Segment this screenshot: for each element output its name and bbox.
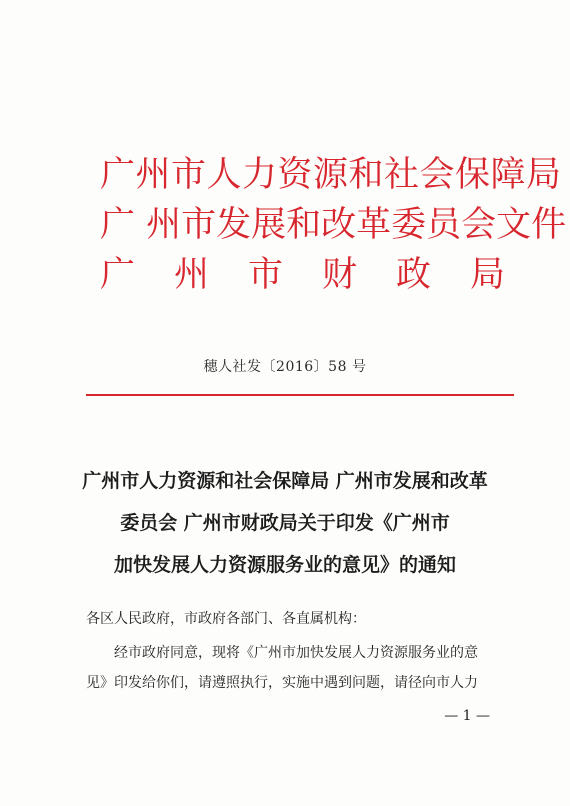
title-line: 加快发展人力资源服务业的意见》的通知 (113, 554, 456, 576)
document-title (40, 460, 530, 586)
issuer-finance-bureau: 广州市财政局 (100, 255, 545, 295)
title-line: 广州市人力资源和社会保障局 广州市发展和改革 (82, 470, 488, 492)
document-number: 穗人社发〔2016〕58 号 (203, 359, 367, 375)
red-separator-line (86, 394, 514, 396)
body-paragraph (86, 638, 506, 698)
recipients-line: 各区人民政府，市政府各部门、各直属机构： (86, 611, 366, 627)
body-line: 经市政府同意，现将《广州市加快发展人力资源服务业的意 (114, 645, 478, 661)
page-number: — 1 — (444, 708, 490, 724)
body-line: 见》印发给你们，请遵照执行，实施中遇到问题，请径向市人力 (86, 675, 478, 691)
issuer-hrss-bureau: 广州市人力资源和社会保障局 (100, 155, 562, 195)
title-line: 委员会 广州市财政局关于印发《广州市 (120, 512, 450, 534)
issuer-development-reform-commission: 广 州市发展和改革委员会文件 (100, 205, 567, 245)
issuing-authorities-header (100, 150, 566, 300)
